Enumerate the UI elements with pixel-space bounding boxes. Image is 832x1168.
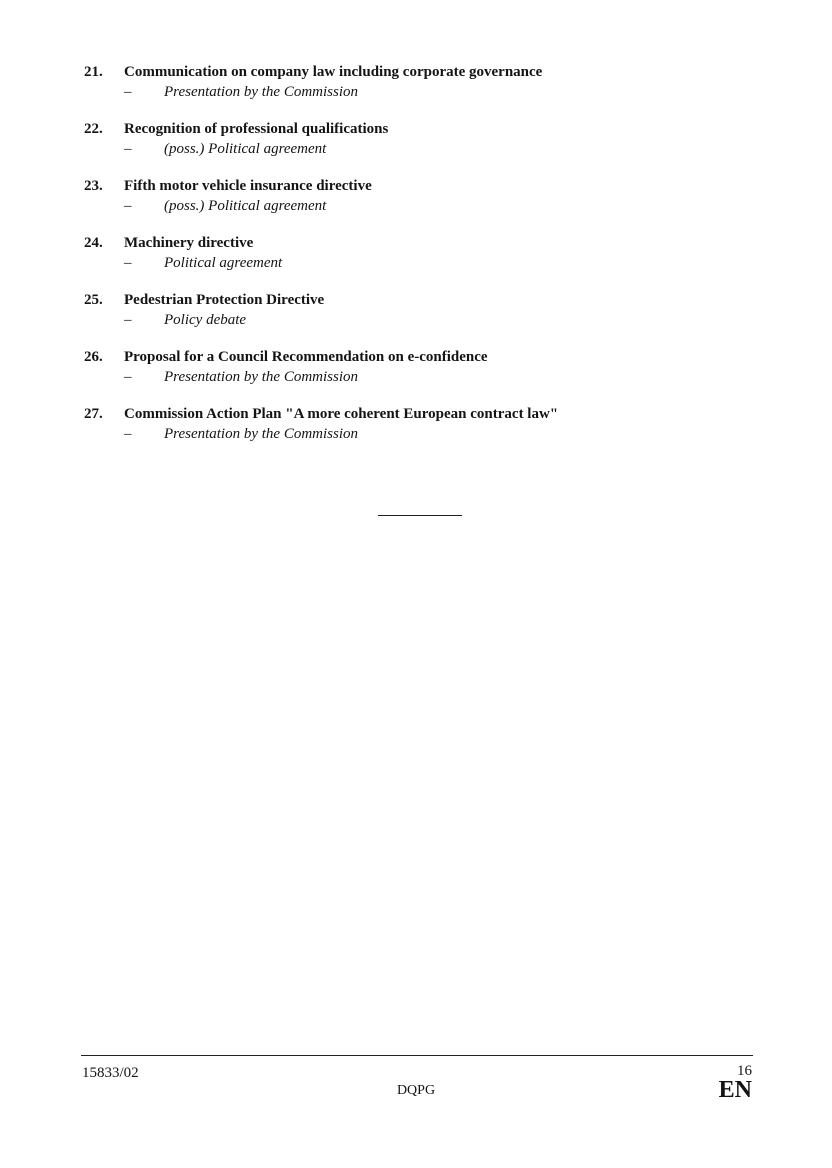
- end-of-content-divider: [378, 515, 462, 516]
- agenda-item-number: 24.: [84, 235, 103, 251]
- agenda-list: [84, 62, 704, 461]
- agenda-item-dash: –: [124, 369, 132, 385]
- agenda-item-action: Presentation by the Commission: [164, 426, 359, 442]
- agenda-item-action: (poss.) Political agreement: [164, 198, 327, 214]
- agenda-item-dash: –: [124, 426, 132, 442]
- agenda-item-title: Communication on company law including corporate governance: [124, 64, 543, 80]
- department-code: DQPG: [396, 1083, 436, 1098]
- document-reference: 15833/02: [82, 1065, 139, 1081]
- agenda-item-action: Policy debate: [164, 312, 247, 328]
- language-code: EN: [718, 1077, 752, 1103]
- agenda-item-action: Presentation by the Commission: [164, 84, 359, 100]
- agenda-item: [84, 290, 704, 347]
- agenda-item-action: (poss.) Political agreement: [164, 141, 327, 157]
- agenda-item-dash: –: [124, 84, 132, 100]
- agenda-item-number: 23.: [84, 178, 103, 194]
- agenda-item: [84, 347, 704, 404]
- agenda-item-number: 21.: [84, 64, 103, 80]
- agenda-item-dash: –: [124, 255, 132, 271]
- agenda-item-number: 27.: [84, 406, 103, 422]
- agenda-item-number: 22.: [84, 121, 103, 137]
- agenda-item-dash: –: [124, 198, 132, 214]
- agenda-item-action: Presentation by the Commission: [164, 369, 359, 385]
- agenda-item-title: Recognition of professional qualifications: [124, 121, 389, 137]
- agenda-item: [84, 62, 704, 119]
- agenda-item-title: Commission Action Plan "A more coherent European contract law": [124, 406, 559, 422]
- agenda-item-action: Political agreement: [164, 255, 283, 271]
- agenda-item-title: Proposal for a Council Recommendation on e-confidence: [124, 349, 488, 365]
- agenda-item-title: Pedestrian Protection Directive: [124, 292, 325, 308]
- agenda-item: [84, 119, 704, 176]
- agenda-item-dash: –: [124, 312, 132, 328]
- agenda-item: [84, 233, 704, 290]
- agenda-item: [84, 176, 704, 233]
- agenda-item-number: 26.: [84, 349, 103, 365]
- footer-divider: [81, 1055, 753, 1056]
- agenda-item-title: Machinery directive: [124, 235, 254, 251]
- agenda-item-title: Fifth motor vehicle insurance directive: [124, 178, 372, 194]
- agenda-item-dash: –: [124, 141, 132, 157]
- agenda-item-number: 25.: [84, 292, 103, 308]
- page-number: 16: [737, 1063, 752, 1079]
- agenda-item: [84, 404, 704, 461]
